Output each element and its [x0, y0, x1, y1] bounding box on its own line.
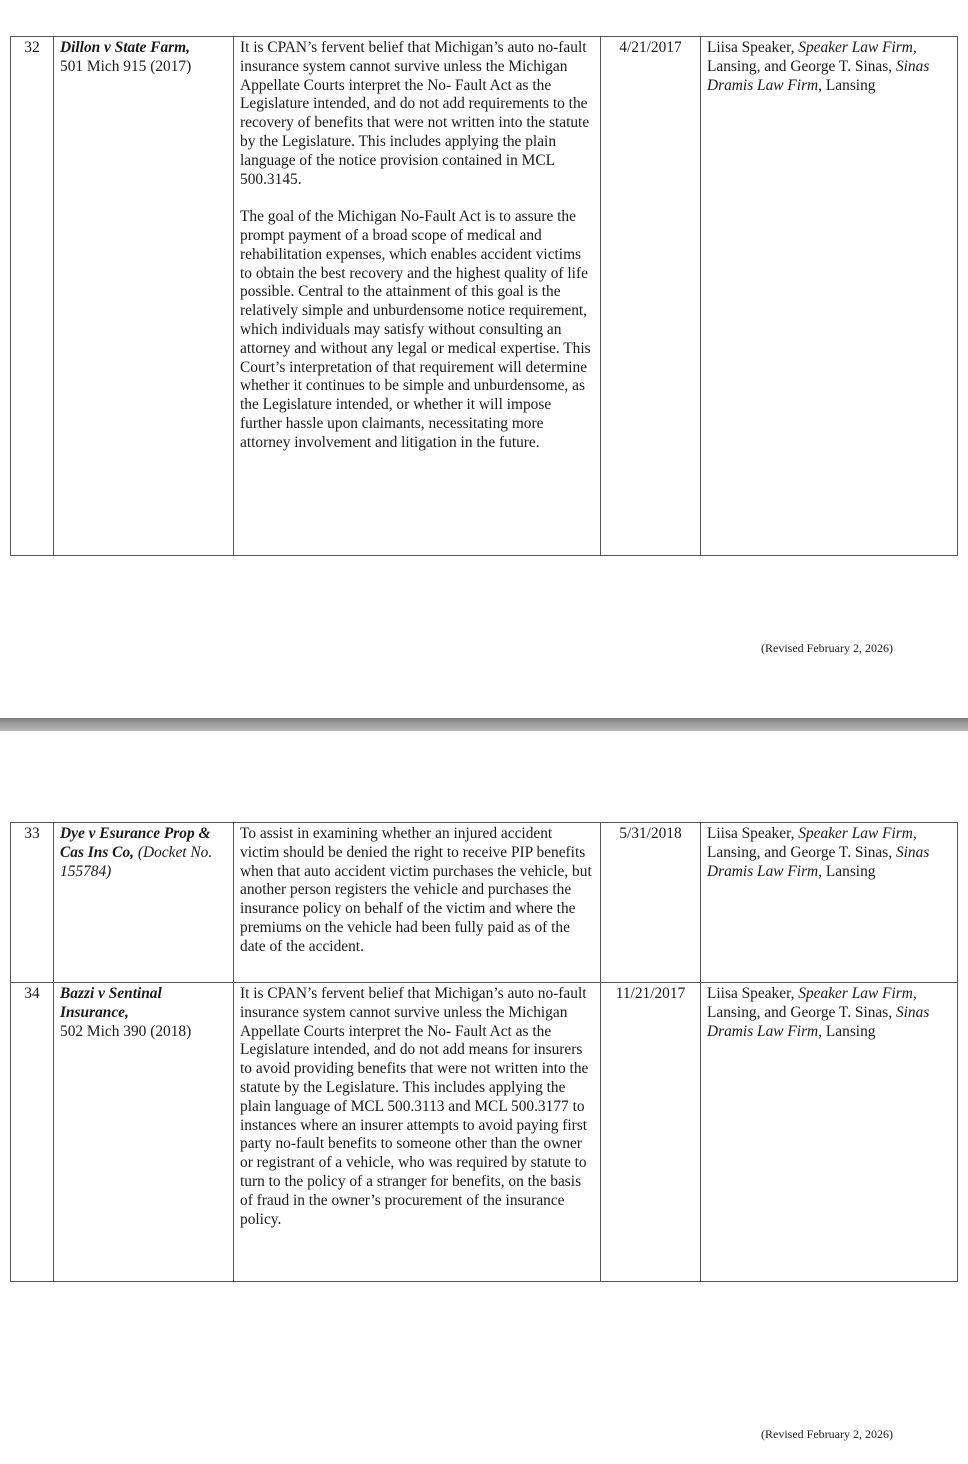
- case-cell: [54, 823, 234, 983]
- table-row: [11, 37, 958, 556]
- law-firm: Sinas Dramis Law Firm,: [707, 843, 930, 880]
- page-separator: [0, 718, 968, 731]
- description-cell: [234, 823, 601, 983]
- attorney-name: Lansing, and George T. Sinas,: [707, 57, 893, 75]
- filing-date: 11/21/2017: [601, 983, 701, 1282]
- law-firm: Speaker Law Firm,: [798, 825, 917, 842]
- case-name: Bazzi v Sentinal Insurance,: [60, 985, 162, 1021]
- description-cell: [234, 983, 601, 1282]
- firm-city: Lansing: [825, 76, 876, 94]
- case-citation: 501 Mich 915 (2017): [60, 57, 192, 75]
- case-name: Dillon v State Farm,: [60, 39, 190, 56]
- attorney-name: Liisa Speaker,: [707, 985, 795, 1002]
- filing-date: 4/21/2017: [601, 37, 701, 556]
- document-page-2: [0, 731, 968, 1464]
- description-paragraph: It is CPAN’s fervent belief that Michigan’s auto no-fault insurance system cannot survive unless the Michigan Appellate Courts interpret the No- Fault Act as the Legislature intended, and do not add means for insurers to avoid providing benefits that were not written into the statute by the Legislature. This includes applying the plain language of MCL 500.3113 and MCL 500.3177 to instances where an insurer attempts to avoid paying first party no-fault benefits to someone other than the owner or registrant of a vehicle, who was required by statute to turn to the policy of a stranger for benefits, on the basis of fraud in the owner’s procurement of the insurance policy.: [240, 985, 589, 1228]
- case-number: 33: [11, 823, 54, 983]
- amicus-case-table: [10, 36, 958, 556]
- case-name: Dye v Esurance Prop & Cas Ins Co,: [60, 825, 211, 861]
- table-row: [11, 983, 958, 1282]
- law-firm: Sinas Dramis Law Firm,: [707, 1003, 930, 1040]
- attorney-name: Liisa Speaker,: [707, 825, 795, 842]
- case-number: 34: [11, 983, 54, 1282]
- amicus-case-table: [10, 822, 958, 1282]
- case-cell: [54, 37, 234, 556]
- case-citation: 502 Mich 390 (2018): [60, 1022, 192, 1040]
- table-row: [11, 823, 958, 983]
- attorneys-cell: [701, 823, 958, 983]
- description-paragraph: The goal of the Michigan No-Fault Act is to assure the prompt payment of a broad scope of medical and rehabilitation expenses, which enables accident victims to obtain the best recovery and the highest quality of life possible. Central to the attainment of this goal is the relatively simple and unburdensome notice requirement, which individuals may satisfy without consulting an attorney and without any legal or medical expertise. This Court’s interpretation of that requirement will determine whether it continues to be simple and unburdensome, as the Legislature intended, or whether it will impose further hassle upon claimants, necessitating more attorney involvement and litigation in the future.: [240, 208, 591, 451]
- revised-date-footer: (Revised February 2, 2026): [761, 1427, 893, 1441]
- law-firm: Speaker Law Firm,: [798, 985, 917, 1002]
- attorneys-cell: [701, 37, 958, 556]
- firm-city: Lansing: [825, 862, 876, 880]
- document-page-1: [0, 0, 968, 718]
- firm-city: Lansing: [825, 1022, 876, 1040]
- revised-date-footer: (Revised February 2, 2026): [761, 641, 893, 655]
- attorney-name: Lansing, and George T. Sinas,: [707, 843, 893, 861]
- description-paragraph: To assist in examining whether an injured accident victim should be denied the right to receive PIP benefits when that auto accident victim purchases the vehicle, but another person registers the vehicle and purchases the insurance policy on behalf of the victim and where the premiums on the vehicle had been fully paid as of the date of the accident.: [240, 825, 592, 955]
- description-cell: [234, 37, 601, 556]
- attorney-name: Lansing, and George T. Sinas,: [707, 1003, 893, 1021]
- filing-date: 5/31/2018: [601, 823, 701, 983]
- attorney-name: Liisa Speaker,: [707, 39, 795, 56]
- law-firm: Sinas Dramis Law Firm,: [707, 57, 930, 94]
- case-cell: [54, 983, 234, 1282]
- case-number: 32: [11, 37, 54, 556]
- case-citation: (Docket No. 155784): [60, 843, 213, 880]
- description-paragraph: It is CPAN’s fervent belief that Michigan’s auto no-fault insurance system cannot survive unless the Michigan Appellate Courts interpret the No- Fault Act as the Legislature intended, and do not add requirements to the recovery of benefits that were not written into the statute by the Legislature. This includes applying the plain language of the notice provision contained in MCL 500.3145.: [240, 39, 590, 188]
- law-firm: Speaker Law Firm,: [798, 39, 917, 56]
- attorneys-cell: [701, 983, 958, 1282]
